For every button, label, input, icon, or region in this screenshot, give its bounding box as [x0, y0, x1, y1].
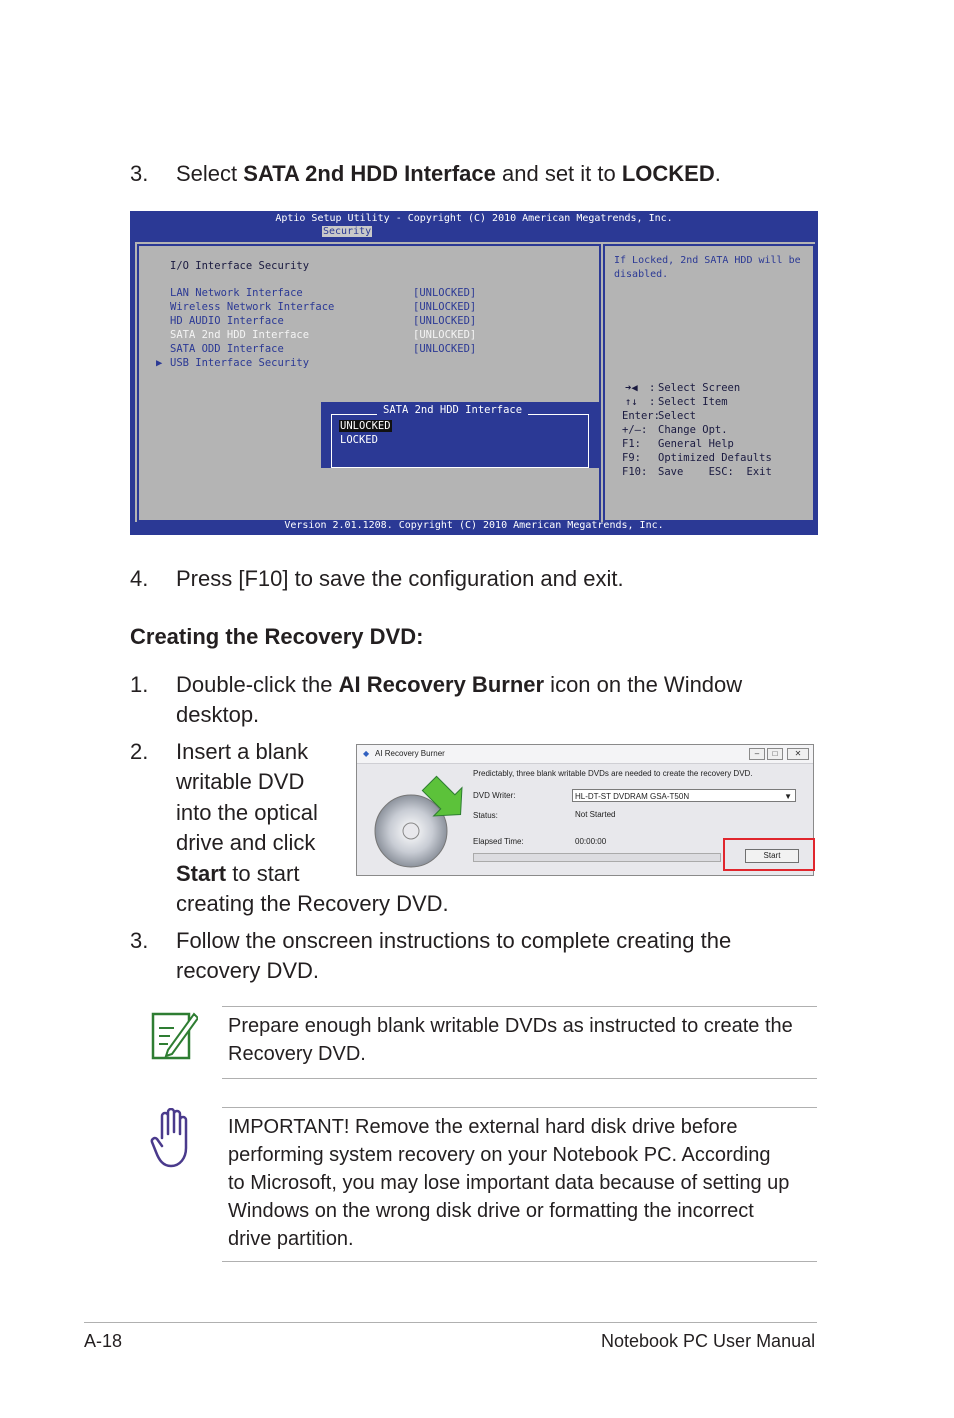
help-text: If Locked, 2nd SATA HDD will be disabled. — [614, 255, 801, 280]
recovery-step-1 — [130, 670, 830, 730]
divider — [222, 1107, 817, 1108]
step-line: creating the Recovery DVD. — [176, 891, 449, 916]
key-name: +/—: — [622, 424, 648, 436]
popup-title: SATA 2nd HDD Interface — [377, 404, 528, 416]
step-number: 3. — [130, 161, 149, 186]
minimize-icon[interactable]: – — [749, 748, 765, 760]
step-number: 2. — [130, 739, 149, 764]
status-value: Not Started — [575, 810, 616, 819]
window-title: AI Recovery Burner — [375, 749, 445, 758]
step-4 — [130, 564, 830, 594]
note-text-1: Prepare enough blank writable DVDs as instructed to create the Recovery DVD. — [228, 1015, 793, 1065]
key-name: Enter: — [622, 410, 660, 422]
key-description: General Help — [658, 438, 734, 450]
arrows-lr-icon: ➜◀ — [625, 382, 638, 394]
step-text: Press [F10] to save the configuration and exit. — [176, 566, 624, 591]
section-heading: Creating the Recovery DVD: — [130, 624, 424, 649]
note-text-2: IMPORTANT! Remove the external hard disk drive before performing system recovery on your Notebook PC. According to Microsoft, you may lose important data because of setting up Windows on the wrong disk drive or formatting the incorrect drive partition. — [228, 1116, 790, 1250]
key-name: : — [649, 396, 656, 408]
step-number: 4. — [130, 566, 149, 591]
divider — [222, 1006, 817, 1007]
bios-item-value[interactable]: [UNLOCKED] — [413, 343, 477, 355]
divider — [222, 1078, 817, 1079]
bios-right-pane — [603, 244, 815, 522]
elapsed-label: Elapsed Time: — [473, 837, 524, 846]
note-pencil-icon — [150, 1008, 198, 1062]
dvd-disc-icon — [371, 773, 471, 873]
key-name: F1: — [622, 438, 641, 450]
step-line: writable DVD — [176, 769, 305, 794]
recovery-step-3 — [130, 926, 830, 986]
step-text: Select SATA 2nd HDD Interface and set it to LOCKED. — [176, 161, 721, 186]
bios-header — [130, 211, 818, 239]
window-titlebar — [357, 745, 813, 764]
key-name: F10: — [622, 466, 648, 478]
arrows-ud-icon: ↑↓ — [625, 396, 638, 408]
step-line: Insert a blank — [176, 739, 309, 764]
app-icon: ◆ — [363, 749, 370, 758]
step-line: Start to start — [176, 861, 300, 886]
usb-interface-security[interactable]: USB Interface Security — [170, 357, 310, 369]
close-icon[interactable]: ✕ — [787, 748, 809, 760]
bios-item-label[interactable]: SATA ODD Interface — [170, 343, 284, 355]
progress-bar — [473, 853, 721, 862]
submenu-arrow-icon: ▶ — [156, 357, 163, 369]
key-description: Save ESC: Exit — [658, 466, 772, 478]
bios-item-value[interactable]: [UNLOCKED] — [413, 287, 477, 299]
bios-left-pane — [137, 244, 601, 522]
footer-rule — [84, 1322, 817, 1323]
bios-panel — [134, 241, 816, 523]
option-locked[interactable]: LOCKED — [340, 434, 378, 446]
bios-item-value[interactable]: [UNLOCKED] — [413, 315, 477, 327]
step-number: 3. — [130, 928, 149, 953]
bios-item-label[interactable]: HD AUDIO Interface — [170, 315, 284, 327]
bios-item-value[interactable]: [UNLOCKED] — [413, 329, 477, 341]
option-unlocked[interactable]: UNLOCKED — [340, 420, 391, 432]
bios-title: Aptio Setup Utility - Copyright (C) 2010 American Megatrends, Inc. — [275, 213, 673, 224]
key-name: : — [649, 382, 656, 394]
page-number: A-18 — [84, 1331, 123, 1351]
dvd-writer-value: HL-DT-ST DVDRAM GSA-T50N — [575, 792, 690, 801]
key-description: Select Item — [658, 396, 728, 408]
dvd-writer-label: DVD Writer: — [473, 791, 516, 800]
maximize-icon[interactable]: □ — [767, 748, 783, 760]
bios-item-label[interactable]: SATA 2nd HDD Interface — [170, 329, 310, 341]
key-description: Change Opt. — [658, 424, 728, 436]
step-3 — [130, 159, 830, 189]
bios-item-label[interactable]: Wireless Network Interface — [170, 301, 335, 313]
key-name: F9: — [622, 452, 641, 464]
start-button[interactable]: Start — [745, 849, 799, 863]
key-description: Select — [658, 410, 696, 422]
bios-screenshot — [130, 211, 818, 535]
step-line: drive and click — [176, 830, 316, 855]
status-label: Status: — [473, 811, 498, 820]
chevron-down-icon[interactable]: ▼ — [784, 792, 792, 801]
divider — [222, 1261, 817, 1262]
step-text-line2: recovery DVD. — [176, 958, 320, 983]
intro-text: Predictably, three blank writable DVDs are needed to create the recovery DVD. — [473, 769, 753, 778]
key-description: Select Screen — [658, 382, 741, 394]
step-line: into the optical — [176, 800, 318, 825]
bios-footer: Version 2.01.1208. Copyright (C) 2010 American Megatrends, Inc. — [284, 520, 664, 531]
section-title: I/O Interface Security — [170, 260, 310, 272]
key-description: Optimized Defaults — [658, 452, 772, 464]
step-number: 1. — [130, 672, 149, 697]
tab-security[interactable]: Security — [323, 226, 372, 237]
step-text-line2: desktop. — [176, 702, 260, 727]
option-popup — [321, 402, 599, 468]
step-text: Double-click the AI Recovery Burner icon on the Window — [176, 672, 743, 697]
manual-title: Notebook PC User Manual — [601, 1331, 816, 1351]
step-text: Follow the onscreen instructions to complete creating the — [176, 928, 732, 953]
bios-item-label[interactable]: LAN Network Interface — [170, 287, 303, 299]
hand-warning-icon — [148, 1108, 194, 1170]
start-highlight-box — [723, 838, 815, 871]
dvd-writer-select[interactable] — [572, 789, 796, 802]
elapsed-value: 00:00:00 — [575, 837, 607, 846]
bios-item-value[interactable]: [UNLOCKED] — [413, 301, 477, 313]
